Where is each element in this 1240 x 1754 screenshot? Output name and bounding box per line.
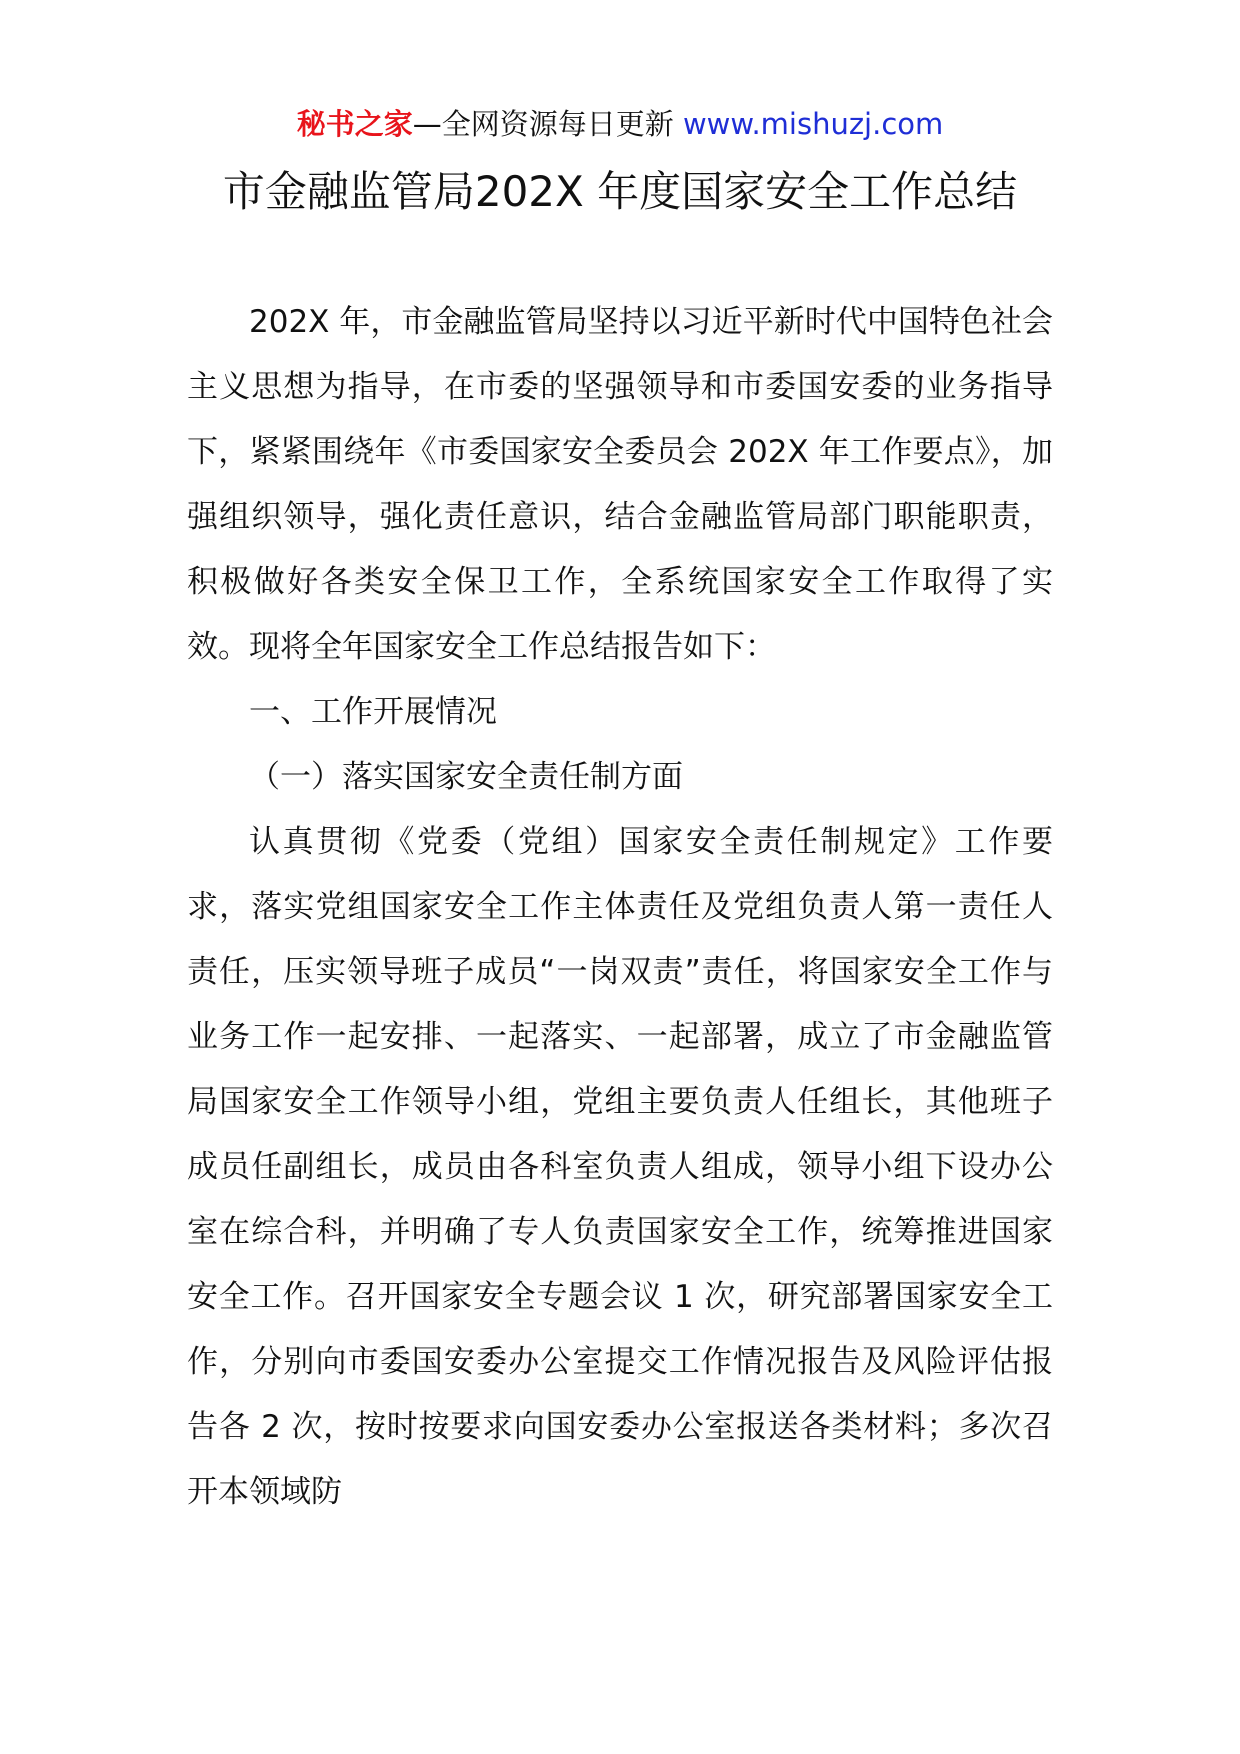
brand-name: 秘书之家 (296, 107, 413, 141)
document-body (187, 290, 1053, 1525)
site-header (0, 102, 1240, 146)
document-title: 市金融监管局202X 年度国家安全工作总结 (222, 167, 1018, 216)
header-slogan: —全网资源每日更新 (412, 107, 683, 141)
site-url-link[interactable]: www.mishuzj.com (682, 107, 944, 141)
intro-paragraph: 202X 年，市金融监管局坚持以习近平新时代中国特色社会主义思想为指导，在市委的坚强领导和市委国安委的业务指导下，紧紧围绕年《市委国家安全委员会 202X 年工作要点》，加强组织领导，强化责任意识，结合金融监管局部门职能职责，积极做好各类安全保卫工作，全系统国家安全工作取得了实效。现将全年国家安全工作总结报告如下： (187, 304, 1053, 665)
section-heading: 一、工作开展情况 (249, 694, 497, 730)
body-paragraph: 认真贯彻《党委（党组）国家安全责任制规定》工作要求，落实党组国家安全工作主体责任及党组负责人第一责任人责任，压实领导班子成员“一岗双责”责任，将国家安全工作与业务工作一起安排、一起落实、一起部署，成立了市金融监管局国家安全工作领导小组，党组主要负责人任组长，其他班子成员任副组长，成员由各科室负责人组成，领导小组下设办公室在综合科，并明确了专人负责国家安全工作，统筹推进国家安全工作。召开国家安全专题会议 1 次，研究部署国家安全工作，分别向市委国安委办公室提交工作情况报告及风险评估报告各 2 次，按时按要求向国安委办公室报送各类材料；多次召开本领域防 (187, 824, 1053, 1510)
subsection-heading: （一）落实国家安全责任制方面 (249, 759, 683, 795)
